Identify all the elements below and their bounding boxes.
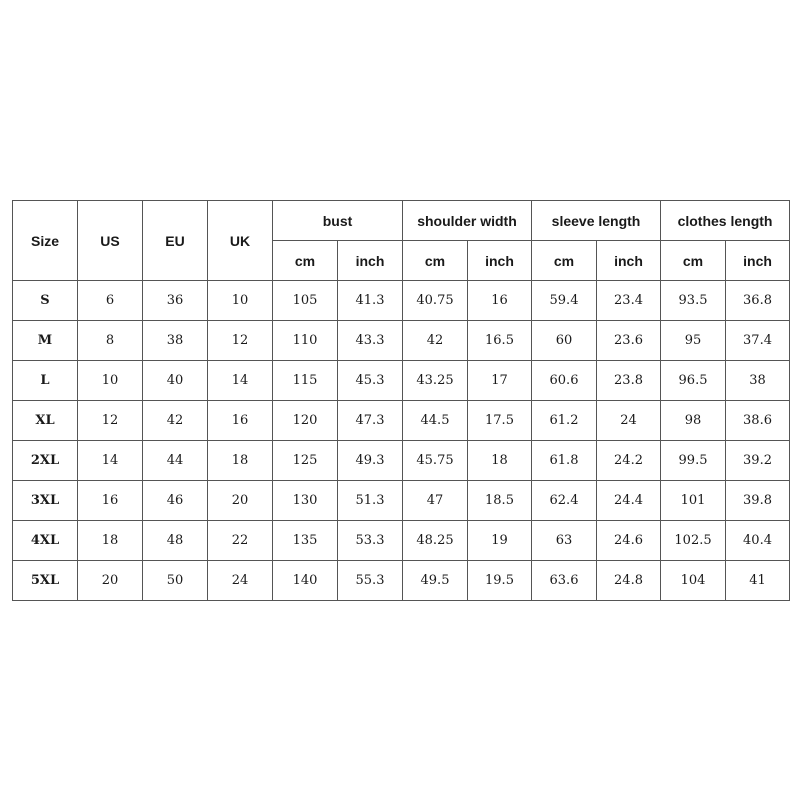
unit-header: inch xyxy=(468,241,532,281)
table-row xyxy=(13,521,790,561)
unit-header: inch xyxy=(726,241,790,281)
size-label-cell: XL xyxy=(13,401,78,441)
table-cell: 14 xyxy=(208,361,273,401)
table-cell: 20 xyxy=(78,561,143,601)
size-label-cell: 3XL xyxy=(13,481,78,521)
table-cell: 40.75 xyxy=(403,281,468,321)
size-label-cell: 5XL xyxy=(13,561,78,601)
table-cell: 48 xyxy=(143,521,208,561)
table-cell: 40 xyxy=(143,361,208,401)
table-cell: 63 xyxy=(532,521,597,561)
table-cell: 12 xyxy=(78,401,143,441)
table-cell: 51.3 xyxy=(338,481,403,521)
sleeve-length-header: sleeve length xyxy=(532,201,661,241)
table-cell: 12 xyxy=(208,321,273,361)
table-cell: 16 xyxy=(468,281,532,321)
size-label-cell: 2XL xyxy=(13,441,78,481)
table-cell: 41.3 xyxy=(338,281,403,321)
unit-header: inch xyxy=(597,241,661,281)
bust-header: bust xyxy=(273,201,403,241)
eu-header: EU xyxy=(143,201,208,281)
table-cell: 19.5 xyxy=(468,561,532,601)
size-label-cell: S xyxy=(13,281,78,321)
size-label-cell: 4XL xyxy=(13,521,78,561)
clothes-length-header: clothes length xyxy=(661,201,790,241)
table-cell: 61.2 xyxy=(532,401,597,441)
table-cell: 24.8 xyxy=(597,561,661,601)
table-cell: 39.2 xyxy=(726,441,790,481)
table-cell: 45.75 xyxy=(403,441,468,481)
table-cell: 38 xyxy=(143,321,208,361)
table-cell: 40.4 xyxy=(726,521,790,561)
table-cell: 8 xyxy=(78,321,143,361)
table-cell: 36.8 xyxy=(726,281,790,321)
size-chart-table xyxy=(12,200,790,601)
table-cell: 23.6 xyxy=(597,321,661,361)
table-row xyxy=(13,401,790,441)
table-cell: 24.4 xyxy=(597,481,661,521)
table-cell: 46 xyxy=(143,481,208,521)
table-cell: 41 xyxy=(726,561,790,601)
header-row-main xyxy=(13,201,790,241)
size-header: Size xyxy=(13,201,78,281)
table-cell: 42 xyxy=(143,401,208,441)
table-cell: 38 xyxy=(726,361,790,401)
table-cell: 18 xyxy=(468,441,532,481)
table-cell: 140 xyxy=(273,561,338,601)
table-cell: 59.4 xyxy=(532,281,597,321)
table-row xyxy=(13,321,790,361)
size-label-cell: L xyxy=(13,361,78,401)
table-cell: 95 xyxy=(661,321,726,361)
table-cell: 61.8 xyxy=(532,441,597,481)
table-cell: 18 xyxy=(78,521,143,561)
table-cell: 24.6 xyxy=(597,521,661,561)
table-cell: 18 xyxy=(208,441,273,481)
table-cell: 102.5 xyxy=(661,521,726,561)
table-cell: 60.6 xyxy=(532,361,597,401)
table-cell: 23.4 xyxy=(597,281,661,321)
table-cell: 93.5 xyxy=(661,281,726,321)
table-cell: 48.25 xyxy=(403,521,468,561)
table-cell: 130 xyxy=(273,481,338,521)
table-cell: 96.5 xyxy=(661,361,726,401)
table-cell: 104 xyxy=(661,561,726,601)
table-cell: 43.25 xyxy=(403,361,468,401)
table-cell: 60 xyxy=(532,321,597,361)
table-cell: 16.5 xyxy=(468,321,532,361)
table-cell: 115 xyxy=(273,361,338,401)
unit-header: cm xyxy=(661,241,726,281)
table-cell: 17 xyxy=(468,361,532,401)
table-row xyxy=(13,441,790,481)
table-cell: 44 xyxy=(143,441,208,481)
table-cell: 43.3 xyxy=(338,321,403,361)
us-header: US xyxy=(78,201,143,281)
table-cell: 24 xyxy=(208,561,273,601)
table-cell: 125 xyxy=(273,441,338,481)
table-cell: 16 xyxy=(208,401,273,441)
table-cell: 47 xyxy=(403,481,468,521)
table-cell: 10 xyxy=(208,281,273,321)
table-cell: 18.5 xyxy=(468,481,532,521)
table-row xyxy=(13,481,790,521)
table-row xyxy=(13,361,790,401)
table-cell: 110 xyxy=(273,321,338,361)
table-cell: 24 xyxy=(597,401,661,441)
unit-header: cm xyxy=(403,241,468,281)
table-cell: 50 xyxy=(143,561,208,601)
size-rows xyxy=(13,281,790,601)
table-cell: 24.2 xyxy=(597,441,661,481)
table-cell: 135 xyxy=(273,521,338,561)
unit-header: inch xyxy=(338,241,403,281)
uk-header: UK xyxy=(208,201,273,281)
table-cell: 10 xyxy=(78,361,143,401)
table-cell: 47.3 xyxy=(338,401,403,441)
table-cell: 53.3 xyxy=(338,521,403,561)
table-cell: 16 xyxy=(78,481,143,521)
table-cell: 49.5 xyxy=(403,561,468,601)
table-cell: 36 xyxy=(143,281,208,321)
table-cell: 14 xyxy=(78,441,143,481)
table-row xyxy=(13,561,790,601)
table-cell: 20 xyxy=(208,481,273,521)
table-cell: 63.6 xyxy=(532,561,597,601)
table-cell: 98 xyxy=(661,401,726,441)
table-cell: 19 xyxy=(468,521,532,561)
table-row xyxy=(13,281,790,321)
unit-header: cm xyxy=(273,241,338,281)
table-cell: 49.3 xyxy=(338,441,403,481)
table-cell: 101 xyxy=(661,481,726,521)
table-cell: 6 xyxy=(78,281,143,321)
size-label-cell: M xyxy=(13,321,78,361)
table-cell: 37.4 xyxy=(726,321,790,361)
table-cell: 42 xyxy=(403,321,468,361)
table-cell: 55.3 xyxy=(338,561,403,601)
table-cell: 120 xyxy=(273,401,338,441)
table-cell: 23.8 xyxy=(597,361,661,401)
table-cell: 105 xyxy=(273,281,338,321)
table-cell: 39.8 xyxy=(726,481,790,521)
table-cell: 99.5 xyxy=(661,441,726,481)
table-cell: 38.6 xyxy=(726,401,790,441)
table-cell: 17.5 xyxy=(468,401,532,441)
table-cell: 62.4 xyxy=(532,481,597,521)
table-cell: 22 xyxy=(208,521,273,561)
table-cell: 44.5 xyxy=(403,401,468,441)
table-cell: 45.3 xyxy=(338,361,403,401)
unit-header: cm xyxy=(532,241,597,281)
shoulder-width-header: shoulder width xyxy=(403,201,532,241)
